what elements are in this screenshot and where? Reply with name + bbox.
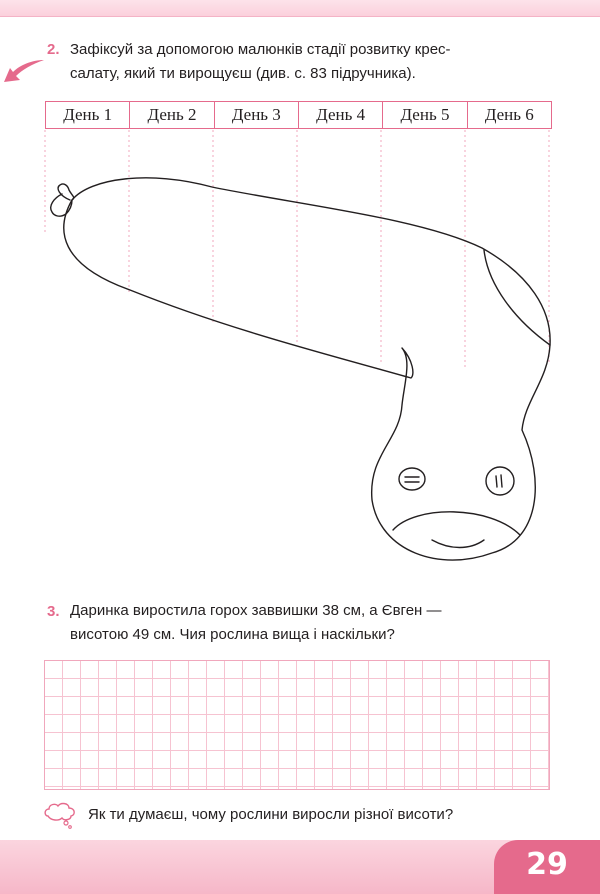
task-3-text xyxy=(70,599,442,647)
day-cell-2: День 2 xyxy=(130,102,214,128)
seed-coat-line xyxy=(484,250,550,345)
answer-grid[interactable] xyxy=(44,660,550,790)
page-number: 29 xyxy=(526,847,568,882)
pointer-arrow-icon xyxy=(2,54,48,88)
seed-outline xyxy=(64,178,550,560)
task-2-line-2: салату, який ти вирощуєш (див. с. 83 підручника). xyxy=(70,65,416,82)
task-3-line-2: висотою 49 см. Чия рослина вища і наскільки? xyxy=(70,626,395,643)
reflection-question: Як ти думаєш, чому рослини виросли різної висоти? xyxy=(88,806,454,823)
right-eye xyxy=(486,467,514,495)
task-3-number: 3. xyxy=(47,603,60,620)
task-2-line-1: Зафіксуй за допомогою малюнків стадії розвитку крес- xyxy=(70,41,451,58)
day-cell-5: День 5 xyxy=(383,102,467,128)
seed-tip xyxy=(51,184,74,216)
cheek-line xyxy=(393,512,520,535)
smile xyxy=(432,540,484,548)
task-3-line-1: Даринка виростила горох заввишки 38 см, а Євген — xyxy=(70,602,442,619)
task-2-number: 2. xyxy=(47,41,60,58)
days-table xyxy=(45,101,552,129)
day-cell-4: День 4 xyxy=(299,102,383,128)
left-eye xyxy=(399,468,425,490)
day-cell-1: День 1 xyxy=(46,102,130,128)
seed-sprout-drawing xyxy=(0,129,600,569)
task-2-text xyxy=(70,38,451,86)
thought-cloud-icon xyxy=(42,800,78,830)
day-cell-6: День 6 xyxy=(484,105,534,124)
day-cell-3: День 3 xyxy=(215,102,299,128)
top-decorative-bar xyxy=(0,0,600,17)
